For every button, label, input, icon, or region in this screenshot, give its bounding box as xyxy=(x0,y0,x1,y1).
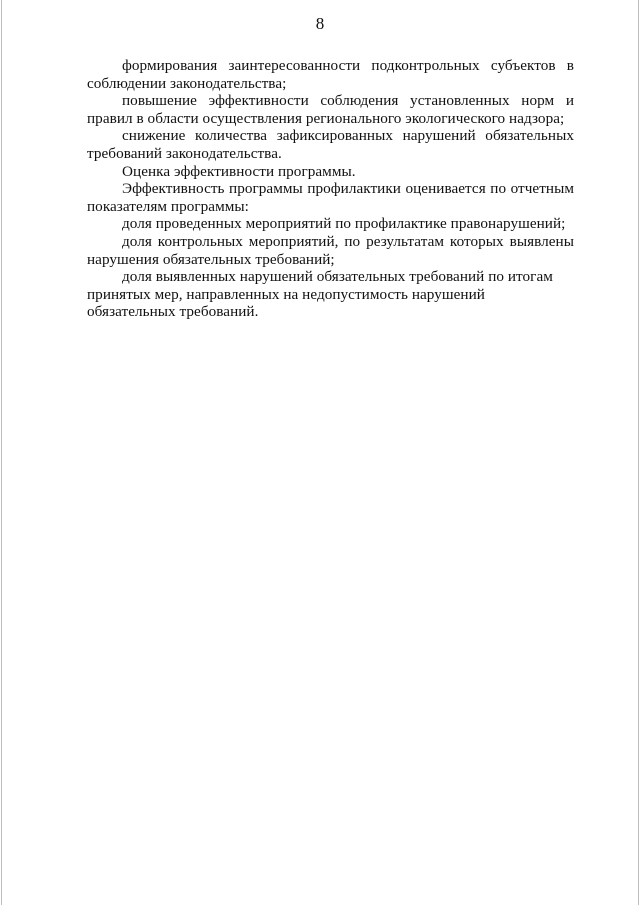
paragraph-evaluation-intro: Эффективность программы профилактики оценивается по отчетным показателям программы: xyxy=(87,180,574,215)
paragraph-indicator-violations: доля выявленных нарушений обязательных требований по итогам принятых мер, направленных на недопустимость нарушений обязательных требований. xyxy=(87,268,553,321)
document-body xyxy=(87,57,574,321)
page-edge-right xyxy=(638,0,639,905)
page-edge-left xyxy=(1,0,2,905)
paragraph-indicator-prevention: доля проведенных мероприятий по профилактике правонарушений; xyxy=(122,215,566,233)
paragraph-indicator-inspections: доля контрольных мероприятий, по результатам которых выявлены нарушения обязательных требований; xyxy=(87,232,574,268)
page-number: 8 xyxy=(315,14,325,33)
paragraph-compliance-efficiency: повышение эффективности соблюдения установленных норм и правил в области осуществления регионального экологического надзора; xyxy=(87,92,574,127)
paragraph-motivation: формирования заинтересованности подконтрольных субъектов в соблюдении законодательства; xyxy=(87,57,574,92)
paragraph-evaluation-heading: Оценка эффективности программы. xyxy=(122,162,356,180)
paragraph-violations-reduction: снижение количества зафиксированных нарушений обязательных требований законодательства. xyxy=(87,127,574,162)
